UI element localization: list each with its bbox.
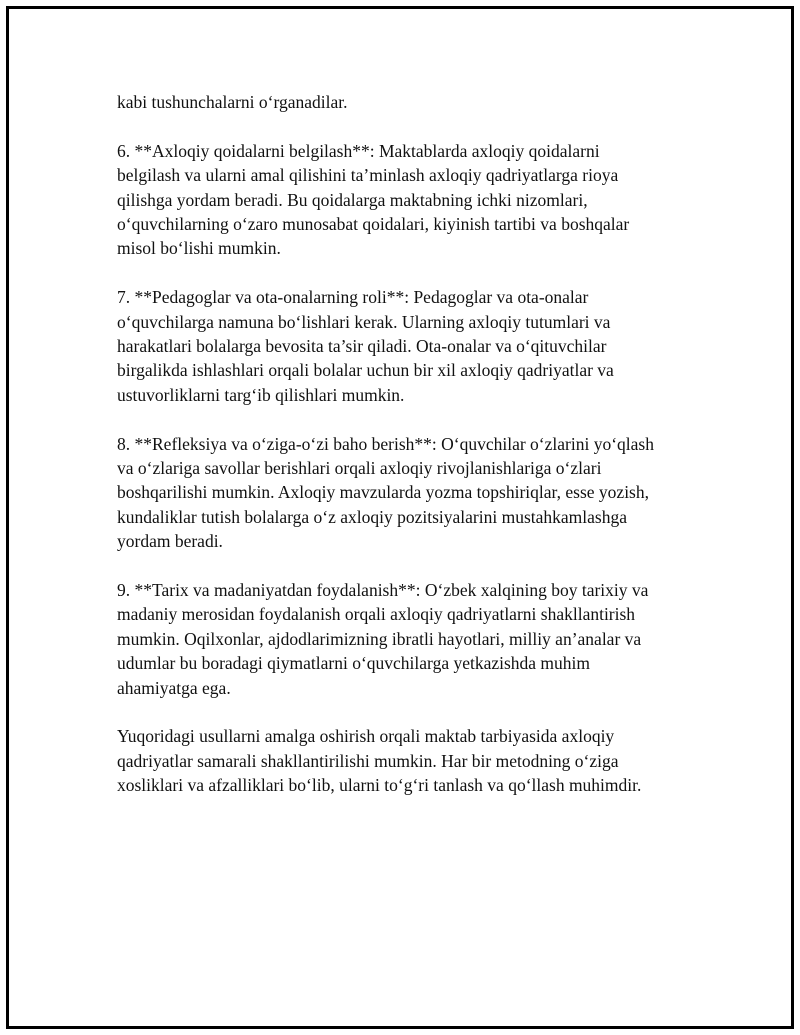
paragraph-item-8: 8. **Refleksiya va o‘ziga-o‘zi baho berish**: O‘quvchilar o‘zlarini yo‘qlash va o‘zlariga savollar berishlari orqali axloqiy rivojlanishlariga o‘zlari boshqarilishi mumkin. Axloqiy mavzularda yozma topshiriqlar, esse yozish, kundaliklar tutish bolalarga o‘z axloqiy pozitsiyalarini mustahkamlashga yordam beradi. [117, 433, 654, 552]
paragraph-item-9: 9. **Tarix va madaniyatdan foydalanish**: O‘zbek xalqining boy tarixiy va madaniy merosidan foydalanish orqali axloqiy qadriyatlarni shakllantirish mumkin. Oqilxonlar, ajdodlarimizning ibratli hayotlari, milliy an’analar va udumlar bu boradagi qiymatlarni o‘quvchilarga yetkazishda muhim ahamiyatga ega. [117, 580, 649, 698]
document-body [117, 90, 707, 798]
paragraph-conclusion: Yuqoridagi usullarni amalga oshirish orqali maktab tarbiyasida axloqiy qadriyatlar samarali shakllantirilishi mumkin. Har bir metodning o‘ziga xosliklari va afzalliklari bo‘lib, ularni to‘g‘ri tanlash va qo‘llash muhimdir. [117, 726, 642, 796]
paragraph-continuation: kabi tushunchalarni o‘rganadilar. [117, 92, 348, 112]
paragraph-item-6: 6. **Axloqiy qoidalarni belgilash**: Maktablarda axloqiy qoidalarni belgilash va ularni amal qilishini ta’minlash axloqiy qadriyatlarga rioya qilishga yordam beradi. Bu qoidalarga maktabning ichki nizomlari, o‘quvchilarning o‘zaro munosabat qoidalari, kiyinish tartibi va boshqalar misol bo‘lishi mumkin. [117, 140, 630, 259]
paragraph-item-7: 7. **Pedagoglar va ota-onalarning roli**: Pedagoglar va ota-onalar o‘quvchilarga namuna bo‘lishlari kerak. Ularning axloqiy tutumlari va harakatlari bolalarga bevosita ta’sir qiladi. Ota-onalar va o‘qituvchilar birgalikda ishlashlari orqali bolalar uchun bir xil axloqiy qadriyatlar va ustuvorliklarni targ‘ib qilishlari mumkin. [117, 287, 614, 405]
